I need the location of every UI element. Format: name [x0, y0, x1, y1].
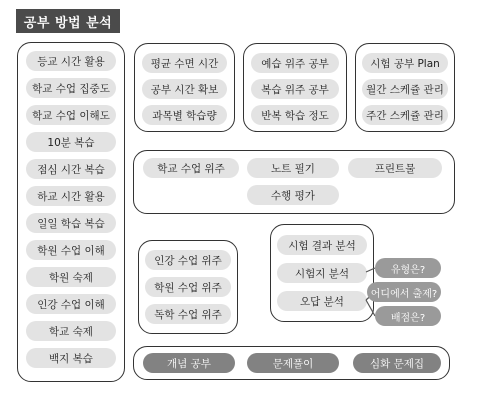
- left-item: 점심 시간 복습: [26, 159, 116, 179]
- group-schedule: [355, 43, 455, 132]
- group-d-item: 프린트물: [348, 158, 442, 178]
- page-title: 공부 방법 분석: [16, 9, 120, 33]
- left-item: 학원 숙제: [26, 267, 116, 287]
- group-review-style: [243, 43, 347, 132]
- group-a-item: 공부 시간 확보: [142, 79, 227, 99]
- left-item: 인강 수업 이해: [26, 294, 116, 314]
- left-item: 학교 수업 이해도: [26, 105, 116, 125]
- group-b-item: 반복 학습 정도: [251, 105, 339, 125]
- group-c-item: 월간 스케쥴 관리: [362, 79, 448, 99]
- left-item: 학교 수업 집중도: [26, 78, 116, 98]
- question-pill: 어디에서 출제?: [367, 282, 441, 302]
- group-exam-analysis: [270, 224, 374, 322]
- left-item: 일일 학습 복습: [26, 213, 116, 233]
- group-sleep-time: [134, 43, 235, 132]
- bottom-item: 심화 문제집: [353, 353, 441, 373]
- group-b-item: 예습 위주 공부: [251, 53, 339, 73]
- left-item: 학원 수업 이해: [26, 240, 116, 260]
- group-b-item: 복습 위주 공부: [251, 79, 339, 99]
- group-c-item: 주간 스케쥴 관리: [362, 105, 448, 125]
- bottom-item: 문제풀이: [247, 353, 339, 373]
- group-e-item: 학원 수업 위주: [145, 277, 231, 297]
- left-item: 백지 복습: [26, 348, 116, 368]
- group-e-item: 독학 수업 위주: [145, 304, 231, 324]
- group-c-item: 시험 공부 Plan: [362, 53, 448, 73]
- group-f-item: 오답 분석: [277, 291, 367, 311]
- group-d-item: 학교 수업 위주: [143, 158, 239, 178]
- bottom-item: 개념 공부: [143, 353, 235, 373]
- group-e-item: 인강 수업 위주: [145, 250, 231, 270]
- group-lecture-type: [138, 240, 238, 334]
- left-item: 등교 시간 활용: [26, 51, 116, 71]
- left-item: 학교 숙제: [26, 321, 116, 341]
- group-f-item: 시험 결과 분석: [277, 235, 367, 255]
- left-item: 10분 복습: [26, 132, 116, 152]
- question-pill: 유형은?: [375, 258, 441, 278]
- group-school-class: [133, 150, 455, 214]
- group-a-item: 과목별 학습량: [142, 105, 227, 125]
- group-study-type: [133, 346, 450, 380]
- group-d-item: 수행 평가: [247, 185, 339, 205]
- group-d-item: 노트 필기: [247, 158, 339, 178]
- left-item: 하교 시간 활용: [26, 186, 116, 206]
- group-f-item: 시험지 분석: [277, 263, 367, 283]
- left-column-group: [17, 42, 125, 382]
- question-pill: 배점은?: [375, 306, 441, 326]
- group-a-item: 평균 수면 시간: [142, 53, 227, 73]
